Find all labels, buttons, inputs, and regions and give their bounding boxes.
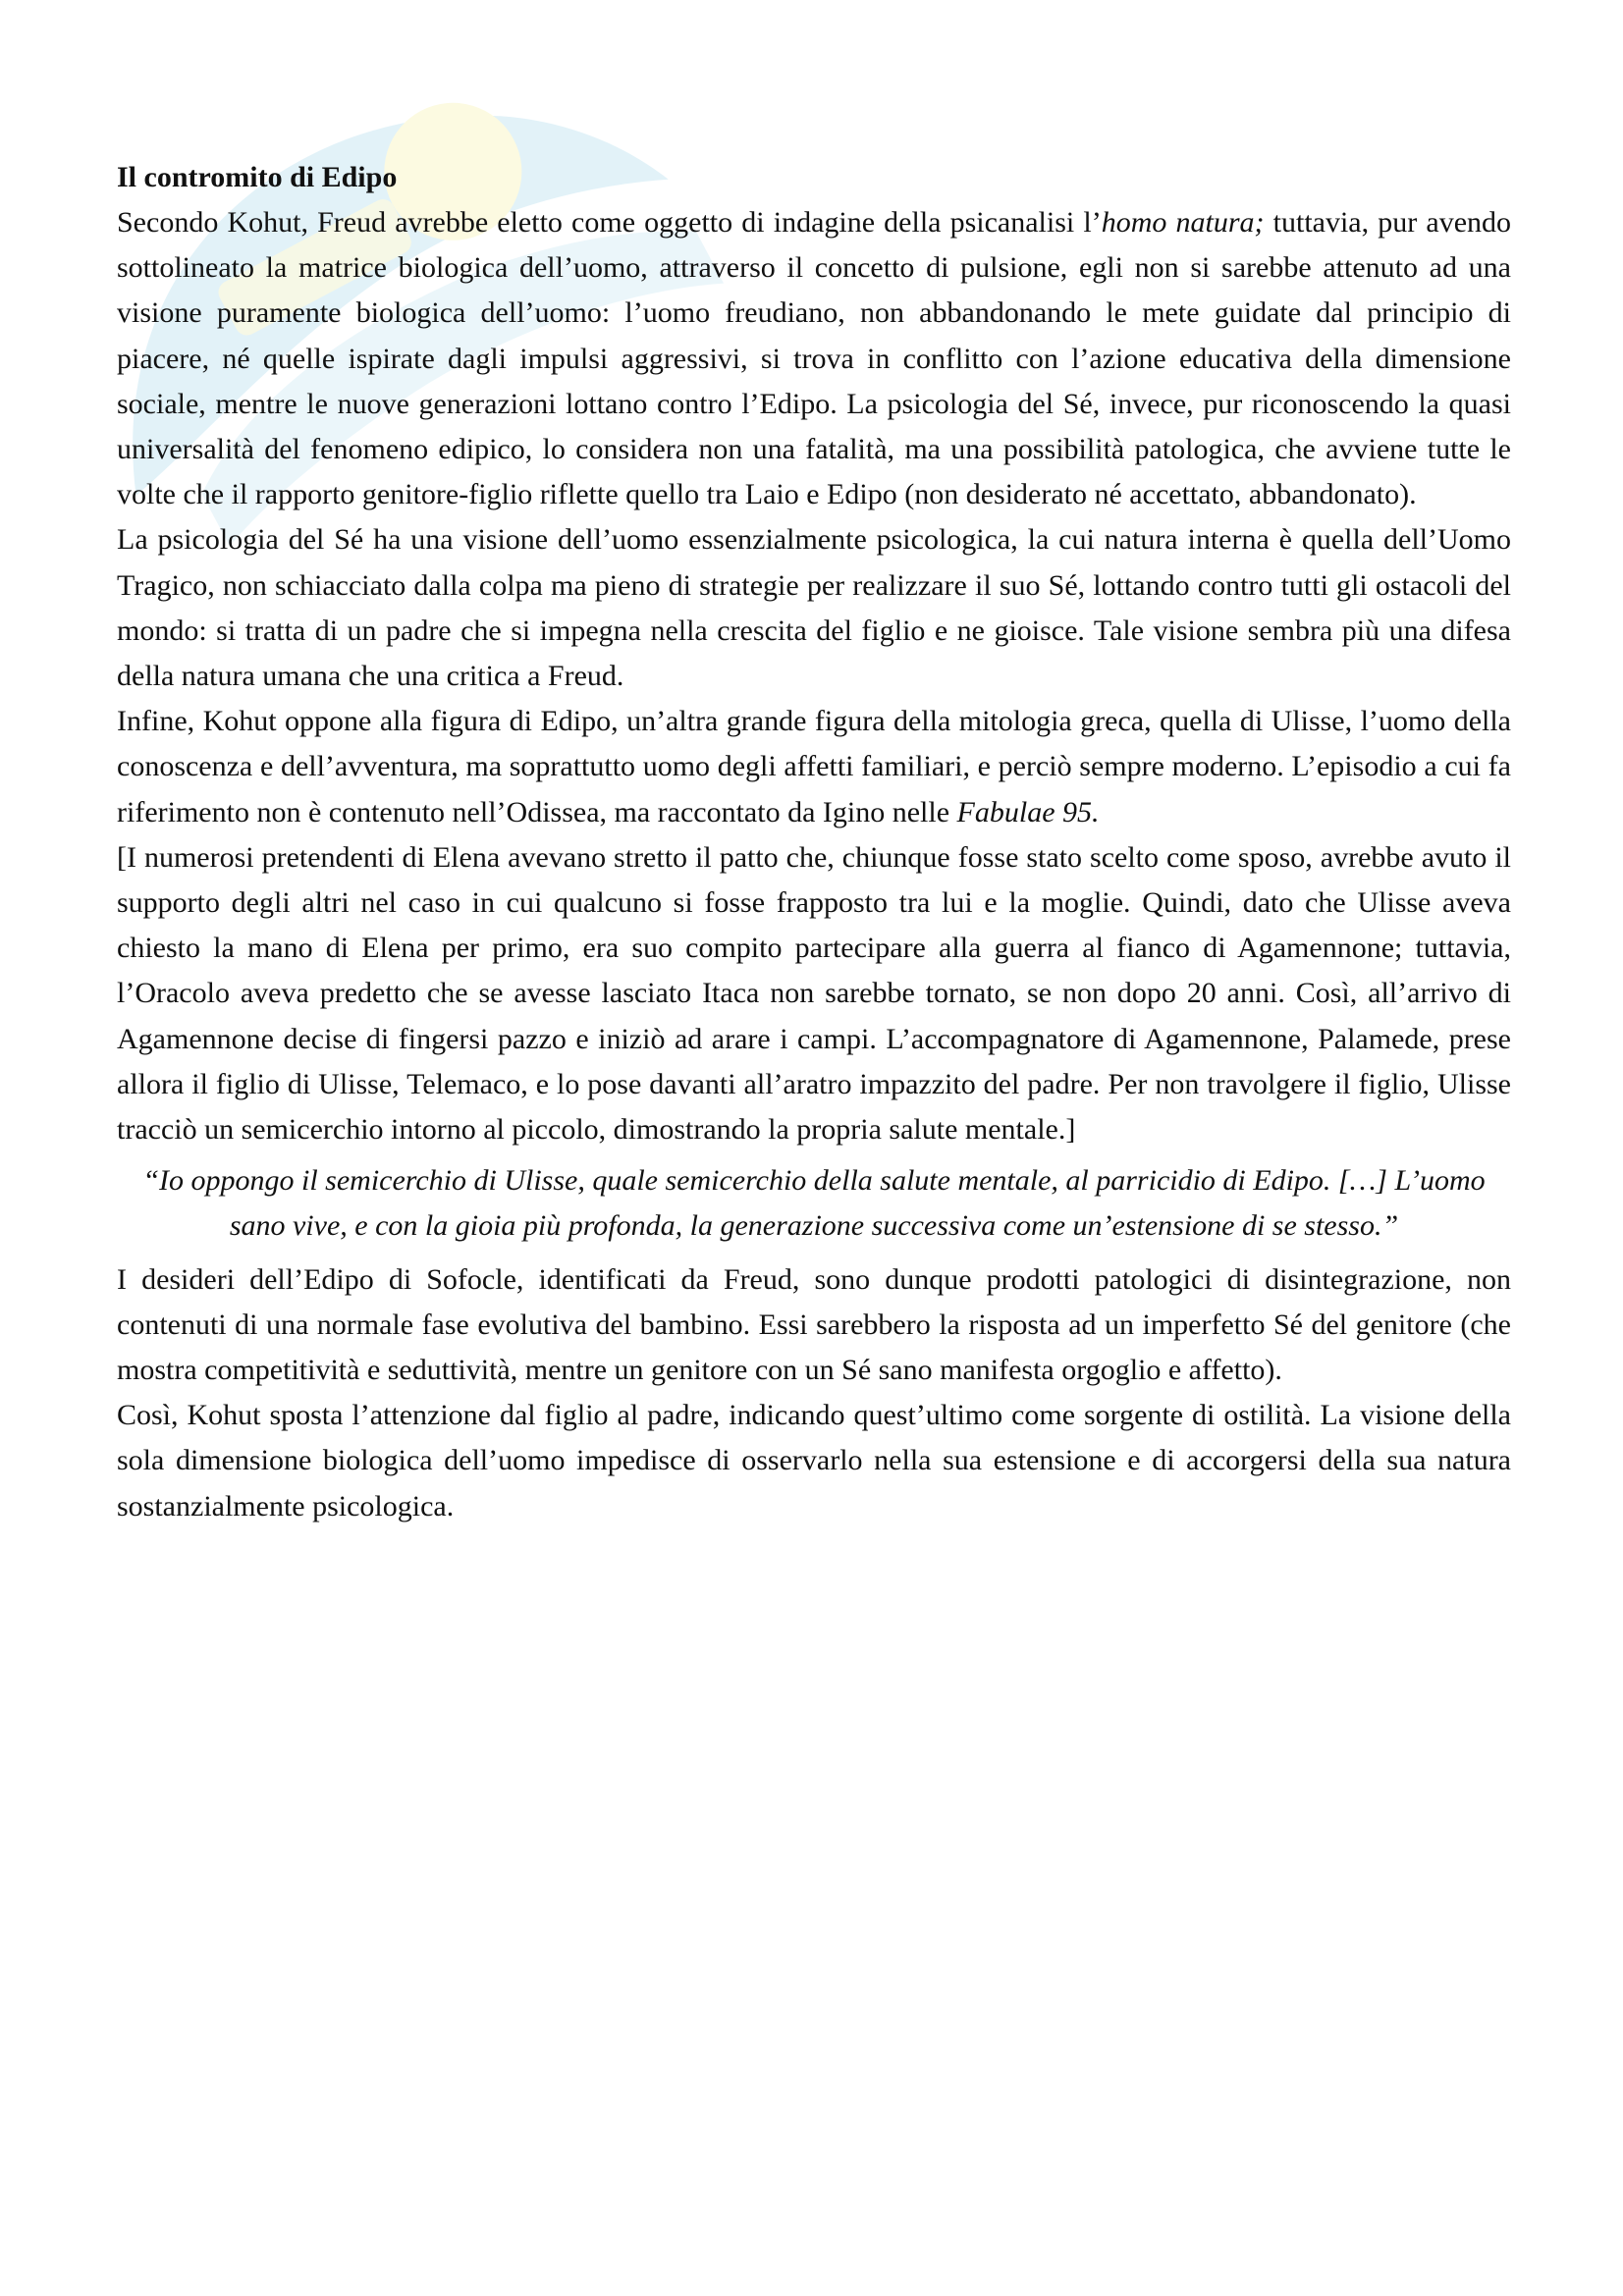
paragraph-6: Così, Kohut sposta l’attenzione dal figlio al padre, indicando quest’ultimo come sorgente di ostilità. La visione della sola dimensione biologica dell’uomo impedisce di osservarlo nella sua estensione e di accorgersi della sua natura sostanzialmente psicologica. [117,1399,1511,1522]
paragraph-3-italic: Fabulae 95 [956,795,1093,828]
paragraph-4: [I numerosi pretendenti di Elena avevano stretto il patto che, chiunque fosse stato scelto come sposo, avrebbe avuto il supporto degli altri nel caso in cui qualcuno si fosse frapposto tra lui e la moglie. Quindi, dato che Ulisse aveva chiesto la mano di Elena per primo, era suo compito partecipare alla guerra al fianco di Agamennone; tuttavia, l’Oracolo aveva predetto che se avesse lasciato Itaca non sarebbe tornato, se non dopo 20 anni. Così, all’arrivo di Agamennone decise di fingersi pazzo e iniziò ad arare i campi. L’accompagnatore di Agamennone, Palamede, prese allora il figlio di Ulisse, Telemaco, e lo pose davanti all’aratro impazzito del padre. Per non travolgere il figlio, Ulisse tracciò un semicerchio intorno al piccolo, dimostrando la propria salute mentale.] [117,840,1511,1147]
paragraph-1-text-b: tuttavia, pur avendo sottolineato la matrice biologica dell’uomo, attraverso il concetto di pulsione, egli non si sarebbe attenuto ad una visione puramente biologica dell’uomo: l’uomo freudiano, non abbandonando le mete guidate dal principio di piacere, né quelle ispirate dagli impulsi aggressivi, si trova in conflitto con l’azione educativa della dimensione sociale, mentre le nuove generazioni lottano contro l’Edipo. La psicologia del Sé, invece, pur riconoscendo la quasi universalità del fenomeno edipico, lo considera non una fatalità, ma una possibilità patologica, che avviene tutte le volte che il rapporto genitore-figlio riflette quello tra Laio e Edipo (non desiderato né accettato, abbandonato). [117,206,1512,511]
paragraph-3-text: Infine, Kohut oppone alla figura di Edipo, un’altra grande figura della mitologia greca, quella di Ulisse, l’uomo della conoscenza e dell’avventura, ma soprattutto uomo degli affetti familiari, e perciò sempre moderno. L’episodio a cui fa riferimento non è contenuto nell’Odissea, ma raccontato da Igino nelle [117,705,1511,828]
paragraph-3-end: . [1092,795,1100,828]
paragraph-1-italic: homo natura; [1101,206,1265,239]
paragraph-2: La psicologia del Sé ha una visione dell’uomo essenzialmente psicologica, la cui natura interna è quella dell’Uomo Tragico, non schiacciato dalla colpa ma pieno di strategie per realizzare il suo Sé, lottando contro tutti gli ostacoli del mondo: si tratta di un padre che si impegna nella crescita del figlio e ne gioisce. Tale visione sembra più una difesa della natura umana che una critica a Freud. [117,523,1511,693]
kohut-quote: “Io oppongo il semicerchio di Ulisse, quale semicerchio della salute mentale, al parricidio di Edipo. […] L’uomo sano vive, e con la gioia più profonda, la generazione successiva come un’estensione di se stesso.” [142,1164,1486,1243]
document-title: Il contromito di Edipo [117,161,398,193]
paragraph-1-text-a: Secondo Kohut, Freud avrebbe eletto come oggetto di indagine della psicanalisi l’ [117,206,1102,239]
paragraph-3 [117,699,1511,835]
document-page [117,155,1511,1529]
paragraph-5: I desideri dell’Edipo di Sofocle, identificati da Freud, sono dunque prodotti patologici di disintegrazione, non contenuti di una normale fase evolutiva del bambino. Essi sarebbero la risposta ad un imperfetto Sé del genitore (che mostra competitività e seduttività, mentre un genitore con un Sé sano manifesta orgoglio e affetto). [117,1262,1511,1387]
paragraph-1 [117,200,1511,517]
